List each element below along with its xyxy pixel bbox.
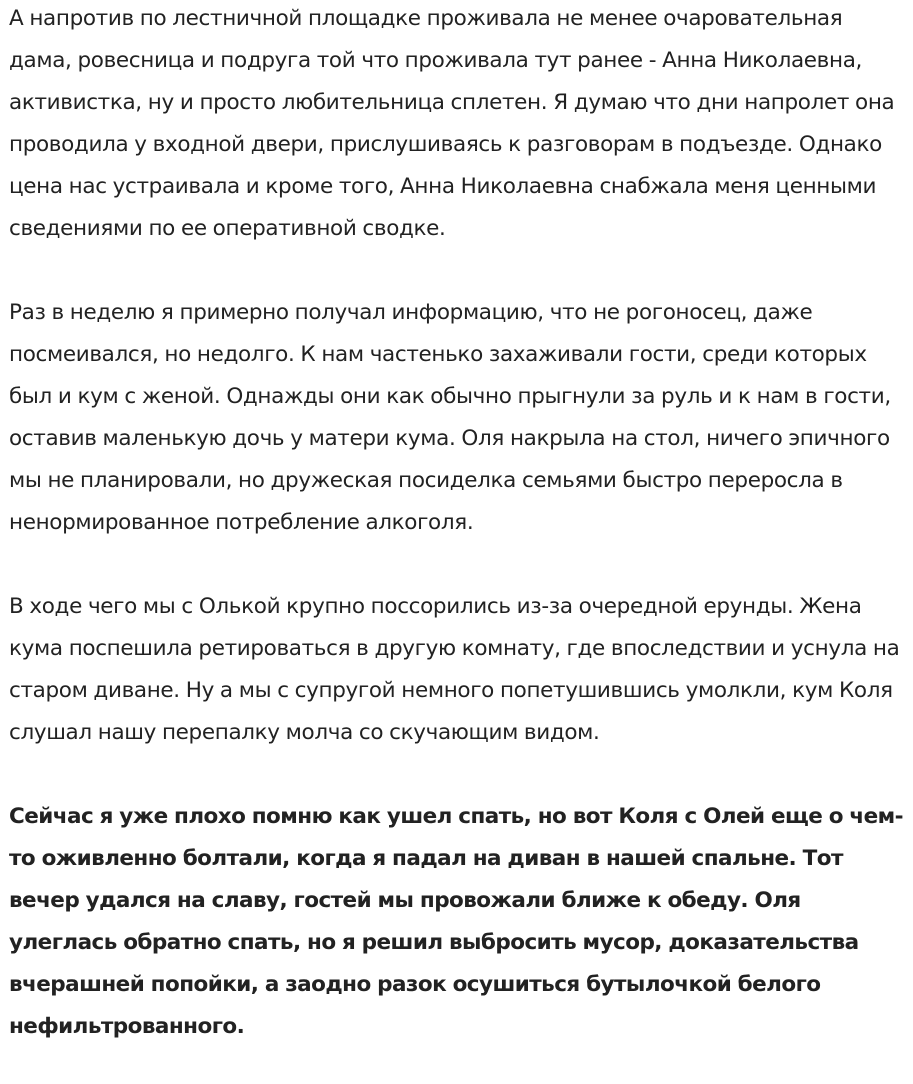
paragraph-2: Раз в неделю я примерно получал информацию, что не рогоносец, даже посмеивался, но недолго. К нам частенько захаживали гости, среди которых был и кум с женой. Однажды они как обычно прыгнули за руль и к нам в гости, оставив маленькую дочь у матери кума. Оля накрыла на стол, ничего эпичного мы не планировали, но дружеская посиделка семьями быстро переросла в ненормированное потребление алкоголя.	[9, 300, 891, 535]
paragraph-3: В ходе чего мы с Олькой крупно поссорились из-за очередной ерунды. Жена кума поспешила ретироваться в другую комнату, где впоследствии и уснула на старом диване. Ну а мы с супругой немного попетушившись умолкли, кум Коля слушал нашу перепалку молча со скучающим видом.	[9, 594, 900, 745]
paragraph-4-bold: Сейчас я уже плохо помню как ушел спать, но вот Коля с Олей еще о чем-то оживленно болтали, когда я падал на диван в нашей спальне. Тот вечер удался на славу, гостей мы провожали ближе к обеду. Оля улеглась обратно спать, но я решил выбросить мусор, доказательства вчерашней попойки, а заодно разок осушиться бутылочкой белого нефильтрованного.	[9, 804, 903, 1039]
paragraph-1: А напротив по лестничной площадке проживала не менее очаровательная дама, ровесница и подруга той что проживала тут ранее - Анна Николаевна, активистка, ну и просто любительница сплетен. Я думаю что дни напролет она проводила у входной двери, прислушиваясь к разговорам в подъезде. Однако цена нас устраивала и кроме того, Анна Николаевна снабжала меня ценными сведениями по ее оперативной сводке.	[9, 6, 895, 241]
